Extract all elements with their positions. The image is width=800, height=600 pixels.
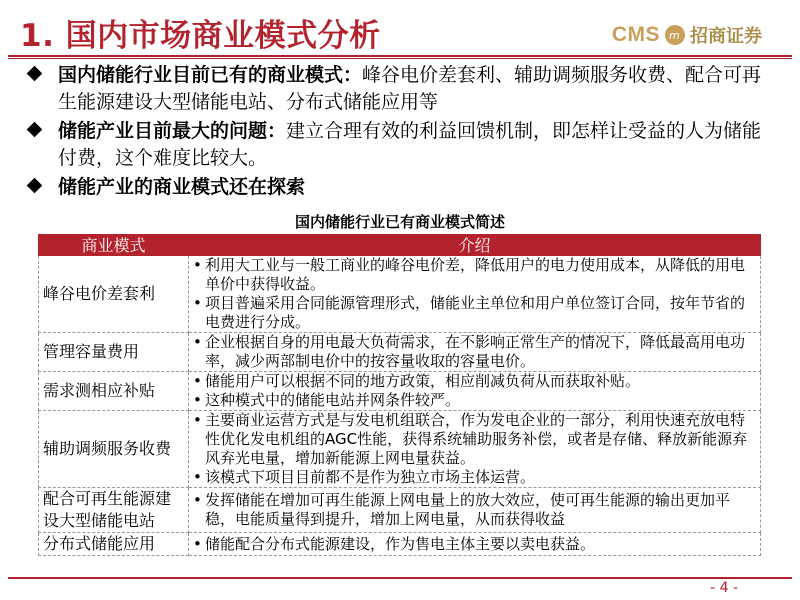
table-row xyxy=(39,411,761,488)
intro-point: • 该模式下项目目前都不是作为独立市场主体运营。 xyxy=(193,468,756,487)
logo-text: CMS xyxy=(611,23,660,46)
mode-cell: 分布式储能应用 xyxy=(39,533,189,556)
bullet-item xyxy=(20,174,780,201)
logo-cn-text: 招商证券 xyxy=(690,26,762,47)
bullet-heading: 储能产业的商业模式还在探索 xyxy=(58,176,306,198)
mode-cell: 配合可再生能源建设大型储能电站 xyxy=(39,488,189,533)
header-rule xyxy=(8,55,792,57)
table-header-row xyxy=(39,235,761,256)
bullet-text: 峰谷电价差套利、辅助调频服务收费、配合可再生能源建设大型储能电站、分布式储能应用等 xyxy=(58,64,762,113)
header-rule-thin xyxy=(8,58,792,59)
intro-cell xyxy=(189,488,761,533)
diamond-bullet-icon xyxy=(27,122,43,138)
table-row xyxy=(39,372,761,411)
svg-text:m: m xyxy=(669,29,680,41)
table-caption: 国内储能行业已有商业模式简述 xyxy=(294,213,505,231)
bullet-item xyxy=(20,62,780,116)
column-header-mode: 商业模式 xyxy=(39,235,189,256)
intro-cell xyxy=(189,256,761,333)
intro-point: • 发挥储能在增加可再生能源上网电量上的放大效应，使可再生能源的输出更加平稳，电能质量得到提升，增加上网电量，从而获得收益 xyxy=(193,491,756,529)
intro-cell xyxy=(189,533,761,556)
column-header-intro: 介绍 xyxy=(189,235,761,256)
intro-cell xyxy=(189,333,761,372)
cms-logo xyxy=(612,19,762,51)
bullet-text: 建立合理有效的利益回馈机制，即怎样让受益的人为储能付费，这个难度比较大。 xyxy=(58,120,762,169)
bullet-item xyxy=(20,118,780,172)
bullet-list xyxy=(20,62,780,203)
mode-cell: 峰谷电价差套利 xyxy=(39,256,189,333)
footer-rule xyxy=(8,577,792,579)
diamond-bullet-icon xyxy=(27,66,43,82)
business-model-table xyxy=(38,234,761,556)
mode-cell: 管理容量费用 xyxy=(39,333,189,372)
mode-cell: 需求测相应补贴 xyxy=(39,372,189,411)
bullet-heading: 国内储能行业目前已有的商业模式： xyxy=(58,64,363,86)
mode-cell: 辅助调频服务收费 xyxy=(39,411,189,488)
intro-point: • 储能配合分布式能源建设，作为售电主体主要以卖电获益。 xyxy=(193,535,756,554)
intro-point: • 储能用户可以根据不同的地方政策，相应削减负荷从而获取补贴。 xyxy=(193,372,756,391)
table-row xyxy=(39,533,761,556)
table-row xyxy=(39,333,761,372)
page-number: - 4 - xyxy=(710,580,738,596)
intro-point: • 这种模式中的储能电站并网条件较严。 xyxy=(193,391,756,410)
intro-cell xyxy=(189,411,761,488)
intro-cell xyxy=(189,372,761,411)
table-row xyxy=(39,488,761,533)
bullet-heading: 储能产业目前最大的问题： xyxy=(58,120,287,142)
intro-point: • 主要商业运营方式是与发电机组联合，作为发电企业的一部分，利用快速充放电特性优化发电机组的AGC性能，获得系统辅助服务补偿，或者是存储、释放新能源弃风弃光电量，增加新能源上网电量获益。 xyxy=(193,411,756,468)
intro-point: • 利用大工业与一般工商业的峰谷电价差，降低用户的电力使用成本，从降低的用电单价中获得收益。 xyxy=(193,256,756,294)
diamond-bullet-icon xyxy=(27,178,43,194)
intro-point: • 项目普遍采用合同能源管理形式，储能业主单位和用户单位签订合同，按年节省的电费进行分成。 xyxy=(193,294,756,332)
logo-emblem-icon xyxy=(665,25,685,45)
intro-point: • 企业根据自身的用电最大负荷需求，在不影响正常生产的情况下，降低最高用电功率，减少两部制电价中的按容量收取的容量电价。 xyxy=(193,333,756,371)
slide-title: 1. 国内市场商业模式分析 xyxy=(20,18,381,54)
table-row xyxy=(39,256,761,333)
